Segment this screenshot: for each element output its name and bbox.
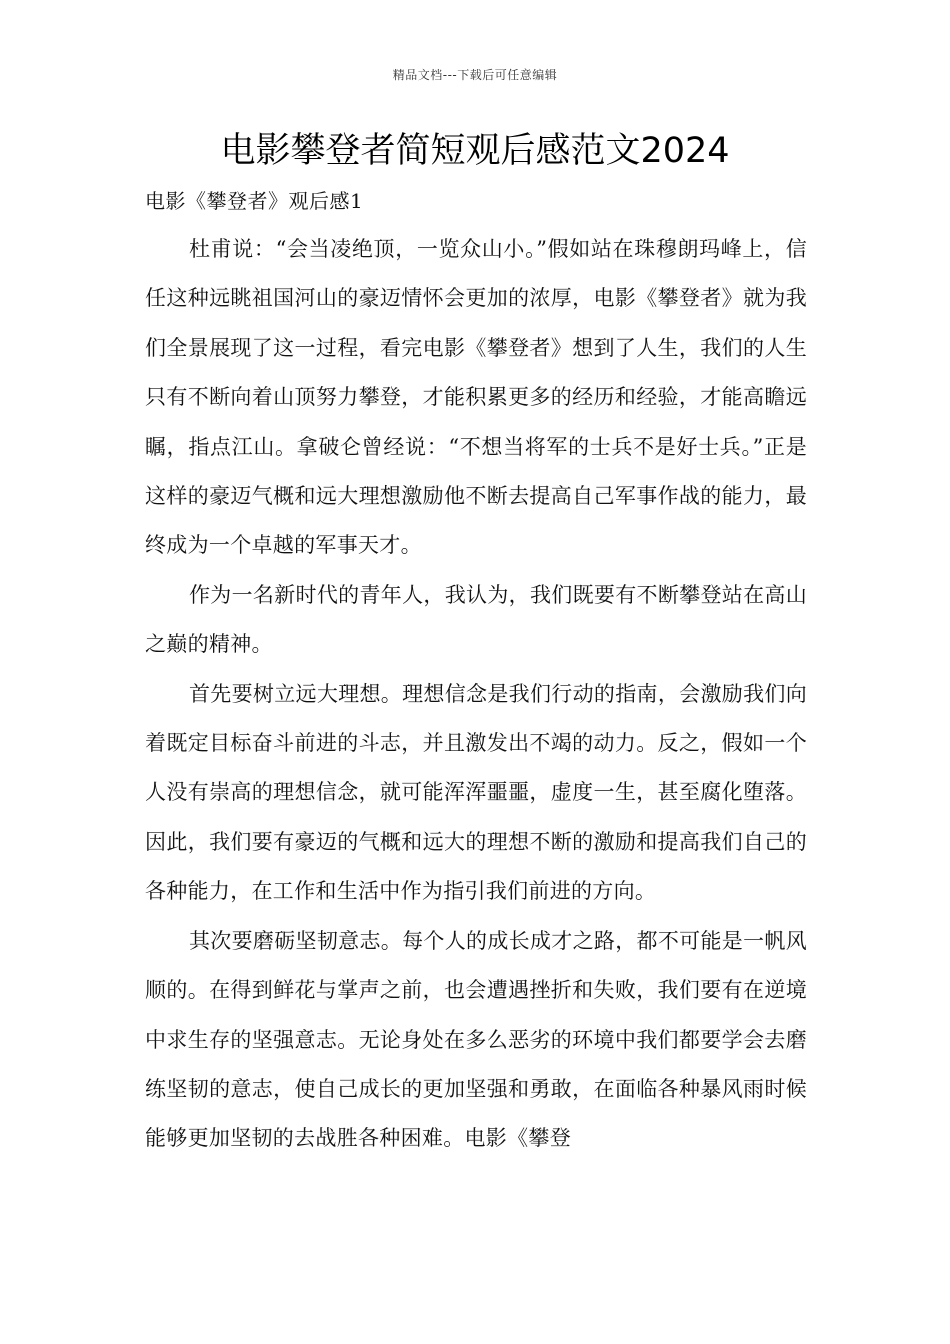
paragraph-4: 其次要磨砺坚韧意志。每个人的成长成才之路，都不可能是一帆风顺的。在得到鲜花与掌声之前，也会遭遇挫折和失败，我们要有在逆境中求生存的坚强意志。无论身处在多么恶劣的环境中我们都要学会去磨练坚韧的意志，使自己成长的更加坚强和勇敢，在面临各种暴风雨时候能够更加坚韧的去战胜各种困难。电影《攀登 bbox=[145, 928, 807, 1151]
paragraph-3: 首先要树立远大理想。理想信念是我们行动的指南，会激励我们向着既定目标奋斗前进的斗志，并且激发出不竭的动力。反之，假如一个人没有崇高的理想信念，就可能浑浑噩噩，虚度一生，甚至腐化堕落。因此，我们要有豪迈的气概和远大的理想不断的激励和提高我们自己的各种能力，在工作和生活中作为指引我们前进的方向。 bbox=[145, 681, 807, 904]
document-body bbox=[145, 177, 807, 1164]
paragraph-1: 杜甫说：“会当凌绝顶，一览众山小。”假如站在珠穆朗玛峰上，信任这种远眺祖国河山的豪迈情怀会更加的浓厚，电影《攀登者》就为我们全景展现了这一过程，看完电影《攀登者》想到了人生，我们的人生只有不断向着山顶努力攀登，才能积累更多的经历和经验，才能高瞻远瞩，指点江山。拿破仑曾经说：“不想当将军的士兵不是好士兵。”正是这样的豪迈气概和远大理想激励他不断去提高自己军事作战的能力，最终成为一个卓越的军事天才。 bbox=[145, 237, 807, 558]
section-subtitle: 电影《攀登者》观后感1 bbox=[145, 189, 364, 213]
paragraph-2: 作为一名新时代的青年人，我认为，我们既要有不断攀登站在高山之巅的精神。 bbox=[145, 582, 807, 657]
header-note: 精品文档---下载后可任意编辑 bbox=[392, 68, 558, 82]
document-title: 电影攀登者简短观后感范文2024 bbox=[220, 131, 730, 171]
